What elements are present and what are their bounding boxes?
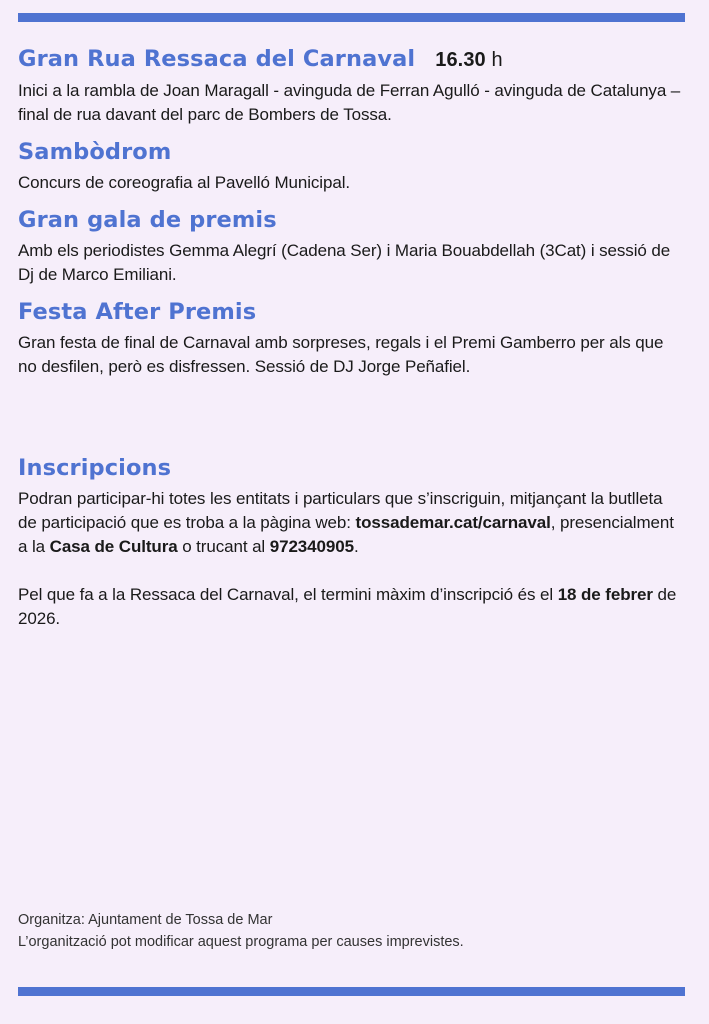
bottom-divider-bar (18, 987, 685, 996)
paragraph-gap (18, 559, 685, 583)
deadline-date: 18 de febrer (557, 585, 653, 604)
section-text: Amb els periodistes Gemma Alegrí (Cadena Ser) i Maria Bouabdellah (3Cat) i sessió de Dj de Marco Emiliani. (18, 241, 671, 284)
section-title (18, 40, 685, 79)
section-gran-rua (18, 40, 685, 127)
program-content (18, 40, 685, 631)
section-title: Festa After Premis (18, 299, 257, 325)
section-inscripcions (18, 449, 685, 631)
section-sambodrom (18, 133, 685, 195)
phone-number[interactable]: 972340905 (269, 537, 354, 556)
text-run: de 2026. (18, 585, 677, 628)
section-title-text: Gran Rua Ressaca del Carnaval (18, 46, 416, 72)
top-divider-bar (18, 13, 685, 22)
footer (18, 909, 685, 953)
text-run: o trucant al (177, 537, 270, 556)
inscripcions-paragraph-2 (18, 583, 685, 631)
event-time-value: 16.30 (435, 49, 486, 71)
event-time (435, 49, 502, 71)
text-run: Podran participar-hi totes les entitats i particulars que s’inscriguin, mitjançant la butlleta de participació que es troba a la pàgina web: (18, 489, 663, 532)
text-run: Pel que fa a la Ressaca del Carnaval, el termini màxim d’inscripció és el (18, 585, 558, 604)
section-text: Gran festa de final de Carnaval amb sorpreses, regals i el Premi Gamberro per als que no desfilen, però es disfressen. Sessió de DJ Jorge Peñafiel. (18, 333, 664, 376)
event-time-unit: h (491, 49, 503, 71)
section-festa-after (18, 293, 685, 379)
section-title: Sambòdrom (18, 139, 172, 165)
section-text: Inici a la rambla de Joan Maragall - avinguda de Ferran Agulló - avinguda de Catalunya – final de rua davant del parc de Bombers de Tossa. (18, 81, 681, 124)
inscripcions-paragraph-1 (18, 487, 685, 559)
website-link[interactable]: tossademar.cat/carnaval (355, 513, 551, 532)
place-name: Casa de Cultura (49, 537, 178, 556)
footer-disclaimer: L’organització pot modificar aquest programa per causes imprevistes. (18, 934, 464, 950)
section-title: Inscripcions (18, 455, 172, 481)
text-run: , presencialment a la (18, 513, 674, 556)
section-title: Gran gala de premis (18, 207, 277, 233)
section-text: Concurs de coreografia al Pavelló Municipal. (18, 173, 350, 192)
section-gala-premis (18, 201, 685, 287)
footer-organizer: Organitza: Ajuntament de Tossa de Mar (18, 912, 273, 928)
text-run: . (353, 537, 359, 556)
